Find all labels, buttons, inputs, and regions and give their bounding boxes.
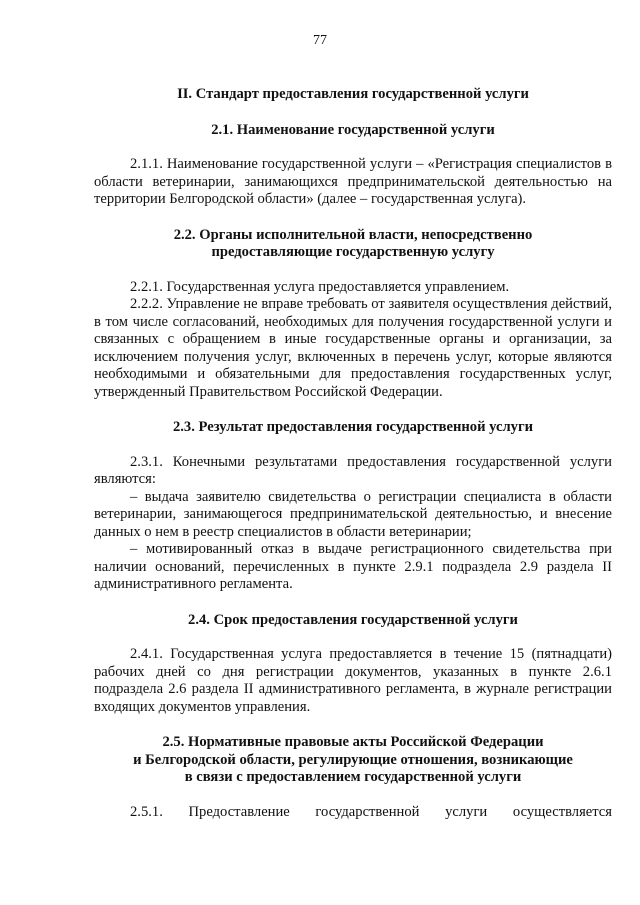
paragraph-2-2-1: 2.2.1. Государственная услуга предоставляется управлением. [130, 278, 510, 295]
heading-2-5-line1: 2.5. Нормативные правовые акты Российской Федерации [162, 734, 544, 750]
paragraph-2-3-item1: – выдача заявителю свидетельства о регистрации специалиста в области ветеринарии, занимающегося предпринимательской деятельностью, и внесение данных о нем в реестр специалистов в области ветеринарии; [94, 488, 612, 540]
paragraph-2-1-1: 2.1.1. Наименование государственной услуги – «Регистрация специалистов в области ветеринарии, занимающихся предпринимательской деятельностью на территории Белгородской области» (далее – государственная услуга). [94, 156, 612, 207]
heading-2-2-line1: 2.2. Органы исполнительной власти, непосредственно [173, 226, 533, 243]
heading-2-1: 2.1. Наименование государственной услуги [211, 121, 495, 138]
heading-2-4: 2.4. Срок предоставления государственной услуги [188, 611, 518, 628]
paragraph-2-4-1: 2.4.1. Государственная услуга предоставляется в течение 15 (пятнадцати) рабочих дней со дня регистрации документов, указанных в пункте 2.6.1 подраздела 2.6 раздела II административного регламента, в журнале регистрации входящих документов управления. [94, 646, 612, 715]
paragraph-2-3-1: 2.3.1. Конечными результатами предоставления государственной услуги являются: [94, 453, 612, 487]
heading-2-5-line2: и Белгородской области, регулирующие отношения, возникающие [133, 751, 573, 768]
section-title-ii: II. Стандарт предоставления государственной услуги [177, 86, 529, 102]
page-number: 77 [313, 33, 327, 48]
heading-2-3: 2.3. Результат предоставления государственной услуги [172, 419, 534, 435]
heading-2-5-line3: в связи с предоставлением государственной услуги [184, 769, 522, 785]
heading-2-2-line2: предоставляющие государственную услугу [211, 244, 495, 260]
paragraph-2-5-1: 2.5.1. Предоставление государственной услуги осуществляется [130, 803, 612, 820]
document-body [94, 86, 612, 821]
paragraph-2-2-2: 2.2.2. Управление не вправе требовать от заявителя осуществления действий, в том числе согласований, необходимых для получения государственной услуги и связанных с обращением в иные государственные органы и организации, за исключением получения услуг, включенных в перечень услуг, которые являются необходимыми и обязательными для предоставления государственных услуг, утвержденный Правительством Российской Федерации. [94, 296, 612, 400]
paragraph-2-3-item2: – мотивированный отказ в выдаче регистрационного свидетельства при наличии оснований, перечисленных в пункте 2.9.1 подраздела 2.9 раздела II административного регламента. [94, 541, 612, 592]
